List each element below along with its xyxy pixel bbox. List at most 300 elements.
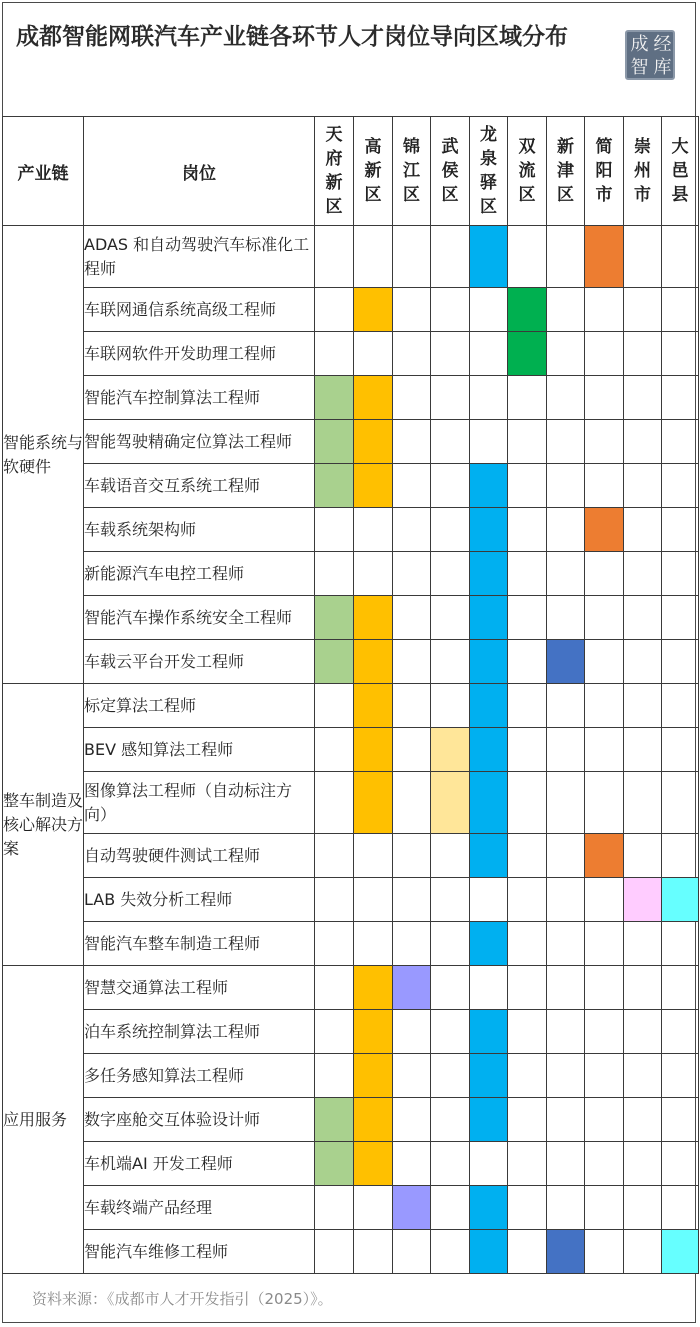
district-mark-empty xyxy=(624,552,662,596)
position-table xyxy=(2,116,699,1274)
district-mark-empty xyxy=(431,420,470,464)
district-mark-empty xyxy=(431,878,470,922)
table-row xyxy=(3,878,699,922)
district-mark-empty xyxy=(585,1054,624,1098)
column-header-district xyxy=(508,117,547,226)
district-mark-empty xyxy=(431,552,470,596)
district-mark-filled xyxy=(547,1230,585,1274)
district-mark-filled xyxy=(431,728,470,772)
district-mark-empty xyxy=(624,420,662,464)
district-mark-empty xyxy=(431,376,470,420)
district-mark-empty xyxy=(624,1230,662,1274)
district-mark-filled xyxy=(470,772,508,834)
district-mark-empty xyxy=(470,1142,508,1186)
district-mark-filled xyxy=(585,834,624,878)
district-mark-empty xyxy=(624,966,662,1010)
district-mark-empty xyxy=(393,508,431,552)
district-mark-empty xyxy=(431,1186,470,1230)
district-mark-empty xyxy=(393,640,431,684)
district-mark-empty xyxy=(508,508,547,552)
district-mark-empty xyxy=(547,596,585,640)
district-mark-empty xyxy=(354,226,393,288)
district-mark-empty xyxy=(662,332,699,376)
page-title: 成都智能网联汽车产业链各环节人才岗位导向区域分布 xyxy=(16,24,568,50)
district-mark-empty xyxy=(662,508,699,552)
district-mark-empty xyxy=(393,922,431,966)
table-row xyxy=(3,1098,699,1142)
district-mark-empty xyxy=(547,288,585,332)
district-mark-empty xyxy=(315,508,354,552)
table-row xyxy=(3,552,699,596)
district-mark-empty xyxy=(547,728,585,772)
district-mark-empty xyxy=(508,640,547,684)
district-mark-empty xyxy=(585,1098,624,1142)
district-mark-empty xyxy=(547,1054,585,1098)
district-mark-empty xyxy=(315,1186,354,1230)
district-mark-empty xyxy=(431,596,470,640)
district-mark-empty xyxy=(585,1186,624,1230)
district-mark-filled xyxy=(354,1010,393,1054)
district-mark-empty xyxy=(547,226,585,288)
district-mark-filled xyxy=(470,1010,508,1054)
table-row xyxy=(3,1142,699,1186)
district-mark-empty xyxy=(431,922,470,966)
district-mark-empty xyxy=(624,1054,662,1098)
district-mark-empty xyxy=(431,966,470,1010)
position-name: 多任务感知算法工程师 xyxy=(84,1054,315,1098)
table-row xyxy=(3,596,699,640)
district-mark-empty xyxy=(393,596,431,640)
district-mark-empty xyxy=(470,420,508,464)
district-mark-empty xyxy=(393,420,431,464)
district-mark-empty xyxy=(508,552,547,596)
district-mark-empty xyxy=(431,1054,470,1098)
district-mark-empty xyxy=(393,728,431,772)
district-mark-empty xyxy=(547,552,585,596)
district-mark-empty xyxy=(585,772,624,834)
column-header-district xyxy=(624,117,662,226)
table-row xyxy=(3,966,699,1010)
district-label: 锦江区 xyxy=(403,137,420,205)
district-mark-empty xyxy=(431,684,470,728)
position-name: 新能源汽车电控工程师 xyxy=(84,552,315,596)
district-label: 新津区 xyxy=(557,137,574,205)
district-mark-filled xyxy=(315,376,354,420)
district-mark-empty xyxy=(662,1186,699,1230)
district-mark-filled xyxy=(315,1098,354,1142)
position-name: 车联网通信系统高级工程师 xyxy=(84,288,315,332)
district-mark-empty xyxy=(662,464,699,508)
district-mark-empty xyxy=(662,1098,699,1142)
district-mark-filled xyxy=(354,728,393,772)
district-mark-empty xyxy=(547,966,585,1010)
district-mark-empty xyxy=(662,1054,699,1098)
district-mark-empty xyxy=(624,684,662,728)
position-name: BEV 感知算法工程师 xyxy=(84,728,315,772)
district-mark-empty xyxy=(393,1230,431,1274)
district-mark-filled xyxy=(354,464,393,508)
district-label: 崇州市 xyxy=(634,137,651,205)
district-mark-empty xyxy=(585,878,624,922)
district-mark-empty xyxy=(662,376,699,420)
district-mark-empty xyxy=(585,640,624,684)
position-name: 图像算法工程师（自动标注方向） xyxy=(84,772,315,834)
district-mark-empty xyxy=(662,552,699,596)
district-mark-empty xyxy=(624,1010,662,1054)
district-mark-empty xyxy=(547,772,585,834)
position-name: 标定算法工程师 xyxy=(84,684,315,728)
position-name: 智能汽车操作系统安全工程师 xyxy=(84,596,315,640)
table-row xyxy=(3,1230,699,1274)
district-mark-empty xyxy=(624,728,662,772)
district-mark-filled xyxy=(470,1186,508,1230)
district-mark-filled xyxy=(470,640,508,684)
logo-char: 库 xyxy=(653,57,672,78)
district-mark-empty xyxy=(315,226,354,288)
position-name: ADAS 和自动驾驶汽车标准化工程师 xyxy=(84,226,315,288)
column-header-district xyxy=(470,117,508,226)
district-mark-empty xyxy=(315,552,354,596)
district-label: 武侯区 xyxy=(441,137,459,205)
district-mark-filled xyxy=(470,1230,508,1274)
district-mark-filled xyxy=(354,288,393,332)
column-header-district xyxy=(393,117,431,226)
district-mark-empty xyxy=(354,878,393,922)
table-row xyxy=(3,508,699,552)
district-mark-filled xyxy=(508,288,547,332)
district-mark-empty xyxy=(585,552,624,596)
table-row xyxy=(3,226,699,288)
district-mark-filled xyxy=(393,966,431,1010)
district-mark-empty xyxy=(662,1142,699,1186)
district-mark-empty xyxy=(624,772,662,834)
district-mark-empty xyxy=(393,1010,431,1054)
position-name: 自动驾驶硬件测试工程师 xyxy=(84,834,315,878)
district-mark-filled xyxy=(470,1054,508,1098)
district-mark-filled xyxy=(354,596,393,640)
table-body xyxy=(3,226,699,1274)
district-mark-empty xyxy=(624,596,662,640)
position-name: 智能汽车控制算法工程师 xyxy=(84,376,315,420)
industry-group-label: 智能系统与软硬件 xyxy=(3,226,84,684)
district-mark-empty xyxy=(354,1186,393,1230)
district-mark-empty xyxy=(431,1010,470,1054)
district-mark-empty xyxy=(547,922,585,966)
district-mark-filled xyxy=(315,1142,354,1186)
district-mark-empty xyxy=(393,464,431,508)
district-mark-empty xyxy=(547,1142,585,1186)
district-mark-empty xyxy=(315,772,354,834)
district-mark-empty xyxy=(508,596,547,640)
table-row xyxy=(3,922,699,966)
position-name: 车载终端产品经理 xyxy=(84,1186,315,1230)
district-mark-filled xyxy=(662,1230,699,1274)
table-row xyxy=(3,1054,699,1098)
district-mark-filled xyxy=(354,1054,393,1098)
district-mark-empty xyxy=(393,1054,431,1098)
district-mark-empty xyxy=(393,1142,431,1186)
district-mark-empty xyxy=(431,226,470,288)
position-name: 车载云平台开发工程师 xyxy=(84,640,315,684)
district-mark-filled xyxy=(354,966,393,1010)
table-row xyxy=(3,1186,699,1230)
district-mark-empty xyxy=(547,376,585,420)
district-mark-empty xyxy=(547,420,585,464)
district-mark-empty xyxy=(624,508,662,552)
district-mark-empty xyxy=(354,922,393,966)
district-mark-empty xyxy=(393,772,431,834)
district-mark-empty xyxy=(393,376,431,420)
district-mark-empty xyxy=(431,1142,470,1186)
district-mark-empty xyxy=(431,508,470,552)
district-mark-filled xyxy=(470,834,508,878)
district-label: 双流区 xyxy=(518,137,536,205)
district-mark-empty xyxy=(662,226,699,288)
district-mark-empty xyxy=(624,1098,662,1142)
district-mark-empty xyxy=(508,772,547,834)
column-header-district xyxy=(354,117,393,226)
district-mark-empty xyxy=(585,1230,624,1274)
district-mark-filled xyxy=(470,226,508,288)
district-mark-empty xyxy=(470,332,508,376)
district-mark-empty xyxy=(547,878,585,922)
district-label: 龙泉驿区 xyxy=(480,125,497,217)
position-name: 智慧交通算法工程师 xyxy=(84,966,315,1010)
district-mark-empty xyxy=(354,508,393,552)
district-mark-empty xyxy=(508,464,547,508)
district-mark-empty xyxy=(624,640,662,684)
district-mark-empty xyxy=(624,1186,662,1230)
district-mark-empty xyxy=(585,376,624,420)
district-mark-empty xyxy=(547,332,585,376)
header xyxy=(0,0,700,116)
district-mark-empty xyxy=(547,508,585,552)
district-mark-empty xyxy=(585,420,624,464)
column-header-district xyxy=(547,117,585,226)
district-mark-filled xyxy=(354,1142,393,1186)
district-mark-empty xyxy=(508,922,547,966)
district-mark-filled xyxy=(354,1098,393,1142)
district-mark-empty xyxy=(662,772,699,834)
district-mark-empty xyxy=(508,966,547,1010)
district-mark-filled xyxy=(508,332,547,376)
district-label: 天府新区 xyxy=(325,125,343,217)
district-mark-empty xyxy=(315,288,354,332)
column-header-district xyxy=(662,117,699,226)
district-mark-empty xyxy=(393,878,431,922)
district-mark-empty xyxy=(662,288,699,332)
district-mark-empty xyxy=(585,728,624,772)
district-mark-empty xyxy=(585,464,624,508)
table-row xyxy=(3,728,699,772)
district-mark-empty xyxy=(662,966,699,1010)
logo-char: 智 xyxy=(630,57,649,78)
district-mark-filled xyxy=(354,376,393,420)
column-header-district xyxy=(431,117,470,226)
column-header-district xyxy=(315,117,354,226)
district-mark-empty xyxy=(393,226,431,288)
district-mark-filled xyxy=(624,878,662,922)
district-mark-empty xyxy=(624,226,662,288)
district-mark-empty xyxy=(662,922,699,966)
district-mark-filled xyxy=(354,684,393,728)
district-mark-empty xyxy=(431,288,470,332)
district-mark-empty xyxy=(354,332,393,376)
district-label: 大邑县 xyxy=(671,137,689,205)
industry-group-label: 应用服务 xyxy=(3,966,84,1274)
district-mark-empty xyxy=(508,728,547,772)
district-mark-empty xyxy=(470,966,508,1010)
position-name: LAB 失效分析工程师 xyxy=(84,878,315,922)
district-mark-empty xyxy=(547,684,585,728)
district-mark-empty xyxy=(662,640,699,684)
district-mark-empty xyxy=(662,596,699,640)
table-row xyxy=(3,772,699,834)
district-mark-empty xyxy=(585,1142,624,1186)
district-mark-filled xyxy=(585,508,624,552)
district-mark-empty xyxy=(393,332,431,376)
district-mark-empty xyxy=(585,288,624,332)
district-mark-empty xyxy=(354,552,393,596)
district-mark-empty xyxy=(508,1098,547,1142)
position-name: 智能驾驶精确定位算法工程师 xyxy=(84,420,315,464)
district-mark-empty xyxy=(393,834,431,878)
position-name: 泊车系统控制算法工程师 xyxy=(84,1010,315,1054)
table-row xyxy=(3,332,699,376)
district-mark-empty xyxy=(431,332,470,376)
district-mark-empty xyxy=(354,834,393,878)
district-mark-empty xyxy=(624,922,662,966)
district-mark-empty xyxy=(624,376,662,420)
district-mark-filled xyxy=(470,552,508,596)
district-mark-empty xyxy=(315,1230,354,1274)
district-mark-empty xyxy=(624,288,662,332)
district-mark-empty xyxy=(508,420,547,464)
district-mark-filled xyxy=(470,728,508,772)
district-mark-empty xyxy=(585,1010,624,1054)
district-mark-empty xyxy=(508,684,547,728)
table-row xyxy=(3,834,699,878)
district-mark-empty xyxy=(431,1230,470,1274)
district-mark-empty xyxy=(431,1098,470,1142)
district-mark-empty xyxy=(431,640,470,684)
district-mark-empty xyxy=(393,1098,431,1142)
district-mark-empty xyxy=(662,420,699,464)
brand-logo xyxy=(625,30,675,80)
table-header-row xyxy=(3,117,699,226)
district-mark-empty xyxy=(547,1010,585,1054)
district-mark-empty xyxy=(315,878,354,922)
source-note: 资料来源：《成都市人才开发指引（2025）》。 xyxy=(32,1290,333,1308)
district-mark-empty xyxy=(315,728,354,772)
district-mark-empty xyxy=(508,376,547,420)
district-mark-empty xyxy=(624,464,662,508)
district-mark-filled xyxy=(585,226,624,288)
table-row xyxy=(3,420,699,464)
district-mark-empty xyxy=(508,226,547,288)
position-name: 车载语音交互系统工程师 xyxy=(84,464,315,508)
district-mark-filled xyxy=(354,420,393,464)
district-mark-empty xyxy=(585,684,624,728)
district-mark-filled xyxy=(393,1186,431,1230)
district-mark-empty xyxy=(315,332,354,376)
district-mark-empty xyxy=(393,684,431,728)
district-mark-filled xyxy=(470,1098,508,1142)
district-mark-filled xyxy=(547,640,585,684)
district-mark-filled xyxy=(431,772,470,834)
district-mark-empty xyxy=(662,834,699,878)
position-name: 车机端AI 开发工程师 xyxy=(84,1142,315,1186)
district-mark-empty xyxy=(585,596,624,640)
district-mark-empty xyxy=(354,1230,393,1274)
district-mark-empty xyxy=(431,464,470,508)
district-mark-empty xyxy=(431,834,470,878)
district-mark-empty xyxy=(508,1010,547,1054)
district-mark-empty xyxy=(585,332,624,376)
district-mark-empty xyxy=(315,966,354,1010)
district-mark-empty xyxy=(315,834,354,878)
district-mark-filled xyxy=(315,420,354,464)
table-row xyxy=(3,640,699,684)
table-row xyxy=(3,684,699,728)
position-name: 车联网软件开发助理工程师 xyxy=(84,332,315,376)
district-mark-empty xyxy=(315,922,354,966)
district-label: 高新区 xyxy=(364,137,382,205)
district-mark-empty xyxy=(508,834,547,878)
district-mark-empty xyxy=(547,834,585,878)
district-mark-empty xyxy=(393,288,431,332)
district-mark-empty xyxy=(508,1186,547,1230)
district-mark-filled xyxy=(354,640,393,684)
district-mark-empty xyxy=(470,288,508,332)
district-mark-empty xyxy=(508,878,547,922)
logo-char: 经 xyxy=(653,34,672,55)
district-mark-empty xyxy=(662,728,699,772)
district-mark-empty xyxy=(508,1142,547,1186)
district-mark-empty xyxy=(315,684,354,728)
district-mark-empty xyxy=(547,464,585,508)
table-row xyxy=(3,464,699,508)
district-mark-filled xyxy=(470,508,508,552)
district-mark-empty xyxy=(508,1230,547,1274)
district-mark-filled xyxy=(315,640,354,684)
column-header-position: 岗位 xyxy=(84,117,315,226)
district-mark-empty xyxy=(547,1098,585,1142)
district-mark-filled xyxy=(315,596,354,640)
table-row xyxy=(3,376,699,420)
district-mark-filled xyxy=(354,772,393,834)
district-mark-empty xyxy=(470,376,508,420)
district-mark-empty xyxy=(624,834,662,878)
district-mark-empty xyxy=(585,966,624,1010)
table-row xyxy=(3,288,699,332)
district-mark-empty xyxy=(624,1142,662,1186)
district-mark-empty xyxy=(662,684,699,728)
district-mark-empty xyxy=(662,1010,699,1054)
district-mark-empty xyxy=(470,878,508,922)
column-header-industry: 产业链 xyxy=(3,117,84,226)
district-mark-empty xyxy=(393,552,431,596)
position-name: 智能汽车维修工程师 xyxy=(84,1230,315,1274)
industry-group-label: 整车制造及核心解决方案 xyxy=(3,684,84,966)
district-label: 简阳市 xyxy=(595,137,613,205)
position-name: 车载系统架构师 xyxy=(84,508,315,552)
position-name: 数字座舱交互体验设计师 xyxy=(84,1098,315,1142)
district-mark-filled xyxy=(662,878,699,922)
district-mark-empty xyxy=(315,1054,354,1098)
position-name: 智能汽车整车制造工程师 xyxy=(84,922,315,966)
district-mark-empty xyxy=(547,1186,585,1230)
